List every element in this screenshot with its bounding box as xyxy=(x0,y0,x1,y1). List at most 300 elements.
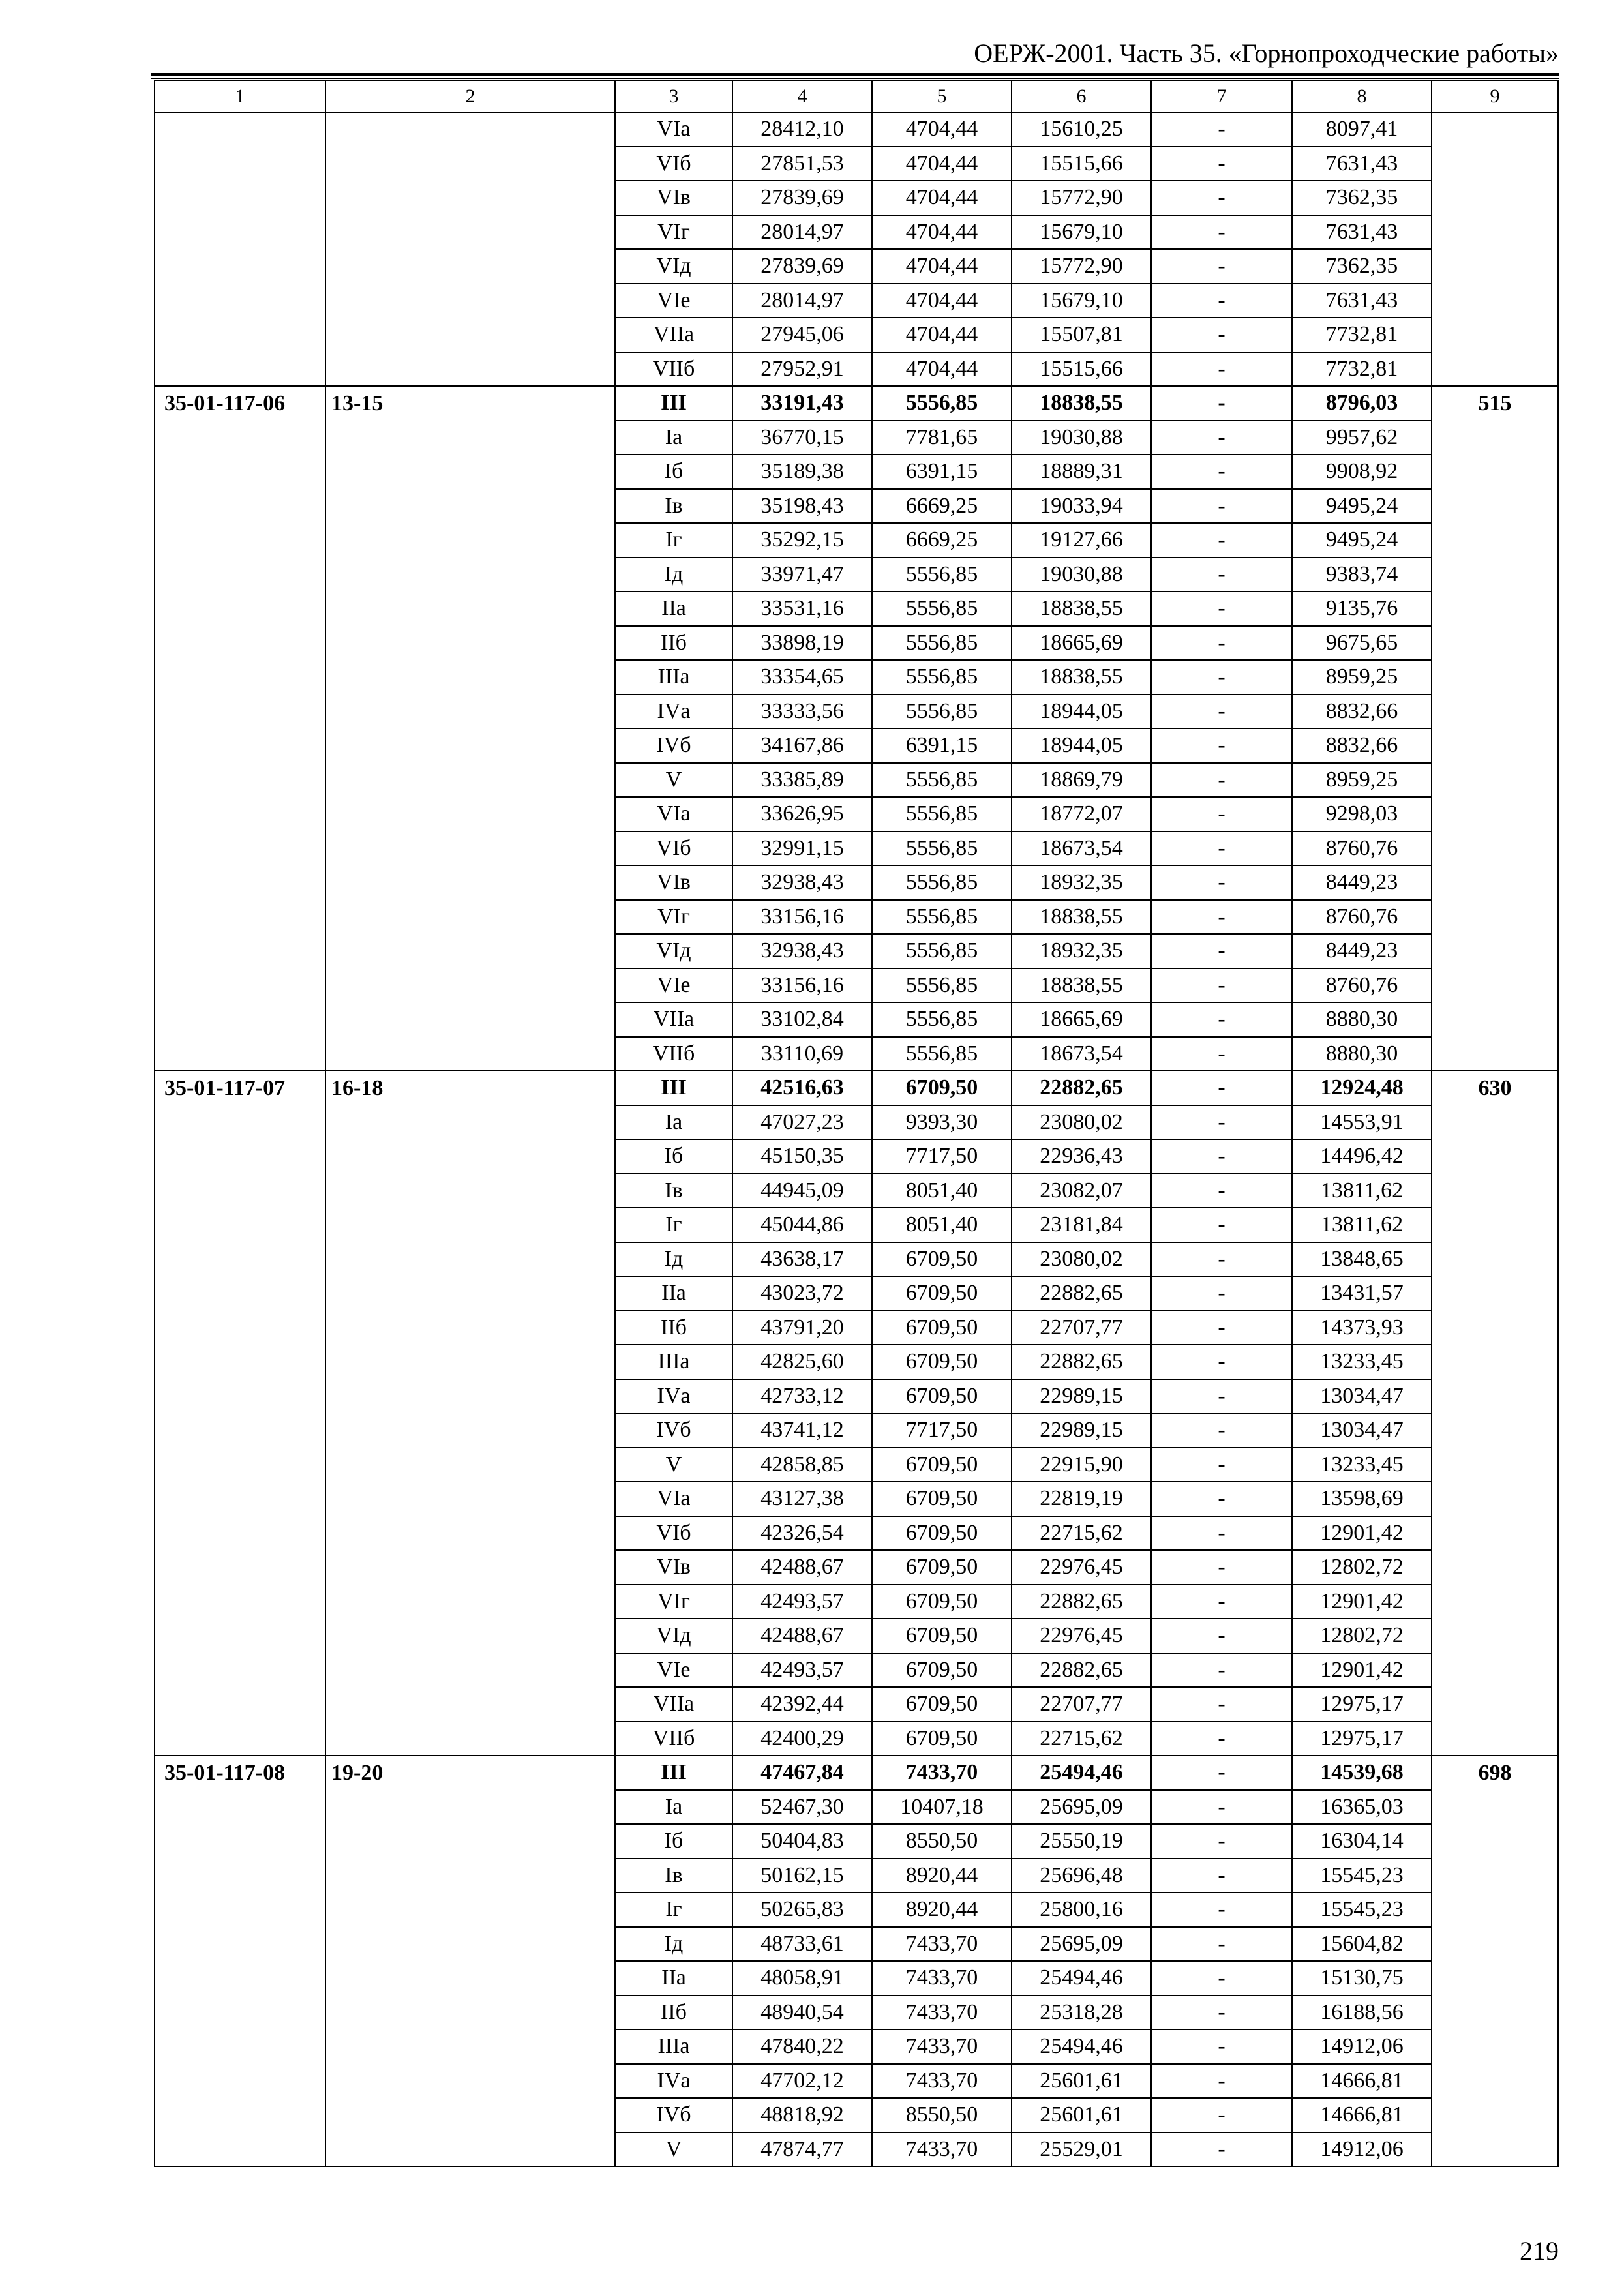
col8-cell: 15130,75 xyxy=(1292,1961,1432,1996)
col4-cell: 33156,16 xyxy=(732,900,872,935)
col5-cell: 7433,70 xyxy=(872,2132,1012,2167)
col4-cell: 43741,12 xyxy=(732,1413,872,1448)
col8-cell: 7362,35 xyxy=(1292,249,1432,284)
class-cell: III xyxy=(615,386,732,421)
col5-cell: 6709,50 xyxy=(872,1722,1012,1756)
col5-cell: 6709,50 xyxy=(872,1071,1012,1105)
col7-cell: - xyxy=(1151,695,1292,729)
col4-cell: 50265,83 xyxy=(732,1893,872,1927)
col7-cell: - xyxy=(1151,2098,1292,2132)
col6-cell: 22989,15 xyxy=(1012,1413,1151,1448)
col8-cell: 9298,03 xyxy=(1292,797,1432,831)
class-cell: Iг xyxy=(615,523,732,558)
col6-cell: 22976,45 xyxy=(1012,1619,1151,1653)
col8-cell: 12975,17 xyxy=(1292,1722,1432,1756)
col7-cell: - xyxy=(1151,934,1292,968)
class-cell: VIIа xyxy=(615,1687,732,1722)
col6-cell: 22819,19 xyxy=(1012,1482,1151,1516)
col7-cell: - xyxy=(1151,249,1292,284)
header-rule-thin xyxy=(151,78,1559,79)
col6-cell: 19127,66 xyxy=(1012,523,1151,558)
col5-cell: 6709,50 xyxy=(872,1619,1012,1653)
column-number-cell: 9 xyxy=(1432,80,1558,112)
col8-cell: 15545,23 xyxy=(1292,1893,1432,1927)
class-cell: III xyxy=(615,1071,732,1105)
col8-cell: 16188,56 xyxy=(1292,1996,1432,2030)
col7-cell: - xyxy=(1151,763,1292,798)
col7-cell: - xyxy=(1151,1722,1292,1756)
col5-cell: 5556,85 xyxy=(872,558,1012,592)
col4-cell: 48818,92 xyxy=(732,2098,872,2132)
class-cell: VIе xyxy=(615,284,732,318)
class-cell: Iб xyxy=(615,455,732,489)
class-cell: VIIа xyxy=(615,1002,732,1037)
col5-cell: 8550,50 xyxy=(872,1824,1012,1859)
class-cell: VIд xyxy=(615,934,732,968)
class-cell: IVб xyxy=(615,728,732,763)
class-cell: IIб xyxy=(615,1311,732,1345)
col4-cell: 28412,10 xyxy=(732,112,872,147)
col7-cell: - xyxy=(1151,1961,1292,1996)
col6-cell: 22882,65 xyxy=(1012,1653,1151,1688)
col5-cell: 7433,70 xyxy=(872,1961,1012,1996)
col8-cell: 8449,23 xyxy=(1292,934,1432,968)
col5-cell: 5556,85 xyxy=(872,591,1012,626)
col5-cell: 7717,50 xyxy=(872,1139,1012,1174)
col8-cell: 8097,41 xyxy=(1292,112,1432,147)
col4-cell: 32938,43 xyxy=(732,865,872,900)
table-row xyxy=(155,1071,1558,1105)
col6-cell: 22882,65 xyxy=(1012,1071,1151,1105)
col6-cell: 15772,90 xyxy=(1012,181,1151,215)
col8-cell: 14373,93 xyxy=(1292,1311,1432,1345)
col8-cell: 12901,42 xyxy=(1292,1516,1432,1551)
col7-cell: - xyxy=(1151,1311,1292,1345)
col6-cell: 25494,46 xyxy=(1012,2029,1151,2064)
col5-cell: 6709,50 xyxy=(872,1550,1012,1585)
col8-cell: 14553,91 xyxy=(1292,1105,1432,1140)
col6-cell: 18869,79 xyxy=(1012,763,1151,798)
col8-cell: 8959,25 xyxy=(1292,660,1432,695)
col8-cell: 8760,76 xyxy=(1292,968,1432,1003)
col4-cell: 42326,54 xyxy=(732,1516,872,1551)
class-cell: Iв xyxy=(615,1859,732,1893)
col4-cell: 48058,91 xyxy=(732,1961,872,1996)
col5-cell: 6709,50 xyxy=(872,1448,1012,1482)
col7-cell: - xyxy=(1151,1276,1292,1311)
col4-cell: 44945,09 xyxy=(732,1174,872,1208)
class-cell: V xyxy=(615,1448,732,1482)
col5-cell: 4704,44 xyxy=(872,318,1012,352)
col6-cell: 23181,84 xyxy=(1012,1208,1151,1242)
col4-cell: 35189,38 xyxy=(732,455,872,489)
col8-cell: 12901,42 xyxy=(1292,1585,1432,1619)
col7-cell: - xyxy=(1151,523,1292,558)
col6-cell: 22882,65 xyxy=(1012,1585,1151,1619)
col8-cell: 8832,66 xyxy=(1292,695,1432,729)
col8-cell: 13034,47 xyxy=(1292,1379,1432,1414)
col8-cell: 15604,82 xyxy=(1292,1927,1432,1962)
class-cell: VIе xyxy=(615,1653,732,1688)
col8-cell: 14912,06 xyxy=(1292,2029,1432,2064)
column-number-cell: 4 xyxy=(732,80,872,112)
col7-cell: - xyxy=(1151,2064,1292,2099)
col4-cell: 42733,12 xyxy=(732,1379,872,1414)
col8-cell: 9908,92 xyxy=(1292,455,1432,489)
col5-cell: 6709,50 xyxy=(872,1482,1012,1516)
col6-cell: 25494,46 xyxy=(1012,1756,1151,1790)
class-cell: IVб xyxy=(615,2098,732,2132)
col7-cell: - xyxy=(1151,489,1292,524)
page-header: ОЕРЖ-2001. Часть 35. «Горнопроходческие работы» xyxy=(974,38,1559,68)
col7-cell: - xyxy=(1151,558,1292,592)
col7-cell: - xyxy=(1151,284,1292,318)
class-cell: VIд xyxy=(615,1619,732,1653)
col7-cell: - xyxy=(1151,352,1292,387)
col5-cell: 4704,44 xyxy=(872,147,1012,181)
class-cell: VIIб xyxy=(615,1037,732,1071)
col7-cell: - xyxy=(1151,865,1292,900)
col6-cell: 25601,61 xyxy=(1012,2064,1151,2099)
col7-cell: - xyxy=(1151,386,1292,421)
col5-cell: 6709,50 xyxy=(872,1687,1012,1722)
page-number: 219 xyxy=(1520,2236,1559,2266)
col6-cell: 25550,19 xyxy=(1012,1824,1151,1859)
col6-cell: 18838,55 xyxy=(1012,660,1151,695)
col8-cell: 7631,43 xyxy=(1292,284,1432,318)
class-cell: VIа xyxy=(615,112,732,147)
col5-cell: 7781,65 xyxy=(872,421,1012,455)
col4-cell: 32991,15 xyxy=(732,831,872,866)
col6-cell: 19030,88 xyxy=(1012,421,1151,455)
col4-cell: 50404,83 xyxy=(732,1824,872,1859)
col8-cell: 14666,81 xyxy=(1292,2064,1432,2099)
col6-cell: 22707,77 xyxy=(1012,1687,1151,1722)
col8-cell: 16365,03 xyxy=(1292,1790,1432,1825)
col6-cell: 18838,55 xyxy=(1012,386,1151,421)
col4-cell: 33110,69 xyxy=(732,1037,872,1071)
col6-cell: 18673,54 xyxy=(1012,1037,1151,1071)
col4-cell: 32938,43 xyxy=(732,934,872,968)
column-number-cell: 8 xyxy=(1292,80,1432,112)
col4-cell: 50162,15 xyxy=(732,1859,872,1893)
class-cell: Iа xyxy=(615,1790,732,1825)
class-cell: IIIа xyxy=(615,660,732,695)
col5-cell: 5556,85 xyxy=(872,386,1012,421)
col8-cell: 9135,76 xyxy=(1292,591,1432,626)
col5-cell: 6709,50 xyxy=(872,1379,1012,1414)
class-cell: VIг xyxy=(615,900,732,935)
col9-cell: 698 xyxy=(1432,1756,1558,2166)
col7-cell: - xyxy=(1151,1756,1292,1790)
col8-cell: 7732,81 xyxy=(1292,318,1432,352)
col6-cell: 18665,69 xyxy=(1012,626,1151,661)
rate-code-cell xyxy=(155,112,325,386)
col6-cell: 22715,62 xyxy=(1012,1722,1151,1756)
col8-cell: 13848,65 xyxy=(1292,1242,1432,1277)
col6-cell: 25800,16 xyxy=(1012,1893,1151,1927)
col4-cell: 42493,57 xyxy=(732,1653,872,1688)
col5-cell: 7433,70 xyxy=(872,1756,1012,1790)
col6-cell: 25601,61 xyxy=(1012,2098,1151,2132)
col7-cell: - xyxy=(1151,1139,1292,1174)
col5-cell: 6709,50 xyxy=(872,1276,1012,1311)
col5-cell: 5556,85 xyxy=(872,626,1012,661)
col8-cell: 14496,42 xyxy=(1292,1139,1432,1174)
col4-cell: 42488,67 xyxy=(732,1619,872,1653)
col6-cell: 15515,66 xyxy=(1012,352,1151,387)
range-cell: 16-18 xyxy=(325,1071,615,1756)
col4-cell: 42400,29 xyxy=(732,1722,872,1756)
col7-cell: - xyxy=(1151,1927,1292,1962)
col5-cell: 6669,25 xyxy=(872,489,1012,524)
col8-cell: 9675,65 xyxy=(1292,626,1432,661)
col8-cell: 7631,43 xyxy=(1292,215,1432,250)
col6-cell: 25695,09 xyxy=(1012,1927,1151,1962)
class-cell: Iд xyxy=(615,1927,732,1962)
class-cell: VIд xyxy=(615,249,732,284)
col9-cell: 630 xyxy=(1432,1071,1558,1756)
col4-cell: 42516,63 xyxy=(732,1071,872,1105)
column-number-cell: 5 xyxy=(872,80,1012,112)
range-cell: 19-20 xyxy=(325,1756,615,2166)
col6-cell: 25318,28 xyxy=(1012,1996,1151,2030)
col5-cell: 5556,85 xyxy=(872,797,1012,831)
class-cell: VIв xyxy=(615,865,732,900)
class-cell: VIб xyxy=(615,147,732,181)
col5-cell: 6709,50 xyxy=(872,1516,1012,1551)
col5-cell: 8920,44 xyxy=(872,1859,1012,1893)
col8-cell: 8880,30 xyxy=(1292,1037,1432,1071)
class-cell: Iг xyxy=(615,1208,732,1242)
col7-cell: - xyxy=(1151,1619,1292,1653)
col8-cell: 13811,62 xyxy=(1292,1208,1432,1242)
col8-cell: 13811,62 xyxy=(1292,1174,1432,1208)
class-cell: Iв xyxy=(615,1174,732,1208)
col7-cell: - xyxy=(1151,1448,1292,1482)
col8-cell: 12802,72 xyxy=(1292,1550,1432,1585)
col4-cell: 33354,65 xyxy=(732,660,872,695)
range-cell xyxy=(325,112,615,386)
col6-cell: 18673,54 xyxy=(1012,831,1151,866)
col8-cell: 8796,03 xyxy=(1292,386,1432,421)
col5-cell: 6709,50 xyxy=(872,1345,1012,1379)
col4-cell: 35198,43 xyxy=(732,489,872,524)
col5-cell: 6709,50 xyxy=(872,1653,1012,1688)
col8-cell: 14539,68 xyxy=(1292,1756,1432,1790)
col7-cell: - xyxy=(1151,1859,1292,1893)
col4-cell: 47027,23 xyxy=(732,1105,872,1140)
col8-cell: 9495,24 xyxy=(1292,489,1432,524)
col8-cell: 12924,48 xyxy=(1292,1071,1432,1105)
col4-cell: 33156,16 xyxy=(732,968,872,1003)
col6-cell: 22882,65 xyxy=(1012,1276,1151,1311)
rate-code-cell: 35-01-117-08 xyxy=(155,1756,325,2166)
col8-cell: 7631,43 xyxy=(1292,147,1432,181)
col4-cell: 28014,97 xyxy=(732,284,872,318)
table-row xyxy=(155,1756,1558,1790)
col4-cell: 47874,77 xyxy=(732,2132,872,2167)
col7-cell: - xyxy=(1151,1585,1292,1619)
col6-cell: 22882,65 xyxy=(1012,1345,1151,1379)
col5-cell: 6391,15 xyxy=(872,455,1012,489)
column-number-cell: 6 xyxy=(1012,80,1151,112)
col6-cell: 18772,07 xyxy=(1012,797,1151,831)
col4-cell: 33102,84 xyxy=(732,1002,872,1037)
col7-cell: - xyxy=(1151,318,1292,352)
col5-cell: 5556,85 xyxy=(872,968,1012,1003)
col4-cell: 43791,20 xyxy=(732,1311,872,1345)
col4-cell: 33531,16 xyxy=(732,591,872,626)
col7-cell: - xyxy=(1151,968,1292,1003)
class-cell: IIб xyxy=(615,1996,732,2030)
col5-cell: 6669,25 xyxy=(872,523,1012,558)
class-cell: VIб xyxy=(615,1516,732,1551)
col9-cell: 515 xyxy=(1432,386,1558,1071)
col8-cell: 16304,14 xyxy=(1292,1824,1432,1859)
col6-cell: 18838,55 xyxy=(1012,968,1151,1003)
class-cell: IVб xyxy=(615,1413,732,1448)
class-cell: VIе xyxy=(615,968,732,1003)
col4-cell: 45044,86 xyxy=(732,1208,872,1242)
column-number-row xyxy=(155,80,1558,112)
col7-cell: - xyxy=(1151,1345,1292,1379)
col5-cell: 4704,44 xyxy=(872,215,1012,250)
col4-cell: 35292,15 xyxy=(732,523,872,558)
class-cell: Iа xyxy=(615,421,732,455)
col7-cell: - xyxy=(1151,2132,1292,2167)
col6-cell: 23080,02 xyxy=(1012,1242,1151,1277)
col6-cell: 25696,48 xyxy=(1012,1859,1151,1893)
col7-cell: - xyxy=(1151,1071,1292,1105)
range-cell: 13-15 xyxy=(325,386,615,1071)
col6-cell: 22915,90 xyxy=(1012,1448,1151,1482)
col5-cell: 4704,44 xyxy=(872,181,1012,215)
col4-cell: 48733,61 xyxy=(732,1927,872,1962)
col5-cell: 5556,85 xyxy=(872,763,1012,798)
col5-cell: 6709,50 xyxy=(872,1311,1012,1345)
col7-cell: - xyxy=(1151,1174,1292,1208)
col6-cell: 15772,90 xyxy=(1012,249,1151,284)
col7-cell: - xyxy=(1151,660,1292,695)
col6-cell: 25494,46 xyxy=(1012,1961,1151,1996)
col6-cell: 15679,10 xyxy=(1012,284,1151,318)
class-cell: IVа xyxy=(615,695,732,729)
class-cell: Iб xyxy=(615,1824,732,1859)
class-cell: VIIб xyxy=(615,352,732,387)
col5-cell: 8051,40 xyxy=(872,1208,1012,1242)
col7-cell: - xyxy=(1151,1893,1292,1927)
col7-cell: - xyxy=(1151,421,1292,455)
col4-cell: 43023,72 xyxy=(732,1276,872,1311)
class-cell: Iд xyxy=(615,1242,732,1277)
col6-cell: 15679,10 xyxy=(1012,215,1151,250)
class-cell: VIIб xyxy=(615,1722,732,1756)
col6-cell: 23082,07 xyxy=(1012,1174,1151,1208)
rates-table xyxy=(154,80,1559,2167)
col7-cell: - xyxy=(1151,1550,1292,1585)
col7-cell: - xyxy=(1151,1105,1292,1140)
class-cell: IVа xyxy=(615,2064,732,2099)
col4-cell: 42493,57 xyxy=(732,1585,872,1619)
class-cell: III xyxy=(615,1756,732,1790)
class-cell: VIа xyxy=(615,797,732,831)
col8-cell: 8959,25 xyxy=(1292,763,1432,798)
col6-cell: 18932,35 xyxy=(1012,865,1151,900)
col7-cell: - xyxy=(1151,1516,1292,1551)
col4-cell: 28014,97 xyxy=(732,215,872,250)
col8-cell: 9383,74 xyxy=(1292,558,1432,592)
class-cell: VIа xyxy=(615,1482,732,1516)
col7-cell: - xyxy=(1151,1824,1292,1859)
class-cell: Iд xyxy=(615,558,732,592)
col7-cell: - xyxy=(1151,1208,1292,1242)
class-cell: VIIа xyxy=(615,318,732,352)
col8-cell: 13431,57 xyxy=(1292,1276,1432,1311)
col5-cell: 4704,44 xyxy=(872,112,1012,147)
class-cell: VIг xyxy=(615,215,732,250)
col5-cell: 5556,85 xyxy=(872,1037,1012,1071)
col8-cell: 13598,69 xyxy=(1292,1482,1432,1516)
col5-cell: 7433,70 xyxy=(872,1996,1012,2030)
col4-cell: 27952,91 xyxy=(732,352,872,387)
col6-cell: 18838,55 xyxy=(1012,591,1151,626)
col4-cell: 33626,95 xyxy=(732,797,872,831)
col4-cell: 42488,67 xyxy=(732,1550,872,1585)
col8-cell: 9957,62 xyxy=(1292,421,1432,455)
rate-code-cell: 35-01-117-07 xyxy=(155,1071,325,1756)
col7-cell: - xyxy=(1151,455,1292,489)
col7-cell: - xyxy=(1151,1653,1292,1688)
col6-cell: 18944,05 xyxy=(1012,728,1151,763)
column-number-cell: 3 xyxy=(615,80,732,112)
col6-cell: 15507,81 xyxy=(1012,318,1151,352)
col4-cell: 42825,60 xyxy=(732,1345,872,1379)
col8-cell: 7732,81 xyxy=(1292,352,1432,387)
col6-cell: 22936,43 xyxy=(1012,1139,1151,1174)
col4-cell: 33971,47 xyxy=(732,558,872,592)
col7-cell: - xyxy=(1151,1413,1292,1448)
col5-cell: 5556,85 xyxy=(872,865,1012,900)
col6-cell: 22707,77 xyxy=(1012,1311,1151,1345)
col5-cell: 7433,70 xyxy=(872,1927,1012,1962)
col6-cell: 25529,01 xyxy=(1012,2132,1151,2167)
col4-cell: 45150,35 xyxy=(732,1139,872,1174)
class-cell: VIб xyxy=(615,831,732,866)
col6-cell: 19033,94 xyxy=(1012,489,1151,524)
col4-cell: 43638,17 xyxy=(732,1242,872,1277)
class-cell: IIа xyxy=(615,1961,732,1996)
col6-cell: 22715,62 xyxy=(1012,1516,1151,1551)
col6-cell: 22989,15 xyxy=(1012,1379,1151,1414)
class-cell: V xyxy=(615,2132,732,2167)
class-cell: VIв xyxy=(615,1550,732,1585)
col4-cell: 34167,86 xyxy=(732,728,872,763)
col8-cell: 15545,23 xyxy=(1292,1859,1432,1893)
col5-cell: 9393,30 xyxy=(872,1105,1012,1140)
col5-cell: 4704,44 xyxy=(872,352,1012,387)
col6-cell: 18665,69 xyxy=(1012,1002,1151,1037)
col6-cell: 23080,02 xyxy=(1012,1105,1151,1140)
col4-cell: 27851,53 xyxy=(732,147,872,181)
col6-cell: 18932,35 xyxy=(1012,934,1151,968)
col6-cell: 18838,55 xyxy=(1012,900,1151,935)
class-cell: IIа xyxy=(615,1276,732,1311)
col5-cell: 8550,50 xyxy=(872,2098,1012,2132)
col7-cell: - xyxy=(1151,1002,1292,1037)
col7-cell: - xyxy=(1151,112,1292,147)
col8-cell: 9495,24 xyxy=(1292,523,1432,558)
